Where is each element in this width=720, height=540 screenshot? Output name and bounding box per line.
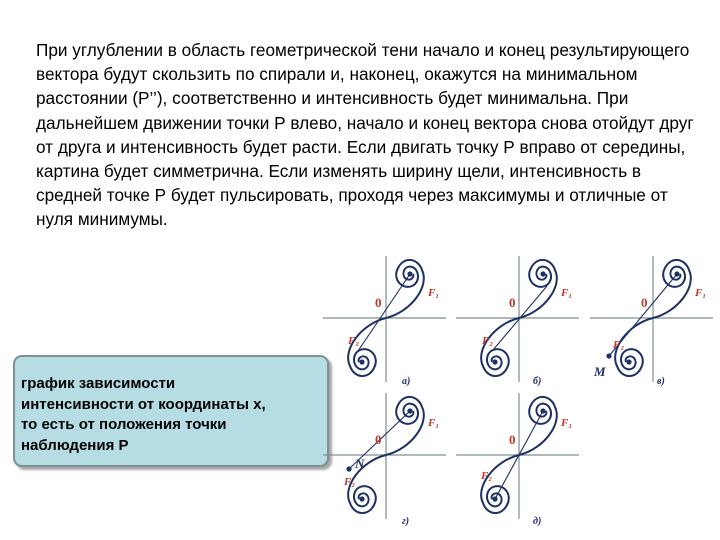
point-m-label: M	[594, 364, 606, 379]
origin-label: 0	[509, 295, 516, 310]
origin-label: 0	[509, 432, 516, 447]
panel-b	[456, 256, 579, 387]
f2-label: F₂	[348, 335, 360, 347]
panel-caption: б)	[533, 376, 542, 387]
intensity-graph-callout: график зависимости интенсивности от координаты х, то есть от положения точки наблюдения Р	[13, 355, 329, 467]
resultant-vector	[358, 274, 410, 351]
f2-label: F₂	[481, 470, 493, 482]
f1-label: F₁	[428, 287, 440, 299]
explanation-paragraph: При углублении в область геометрической тени начало и конец результирующего вектора будут скользить по спирали и, наконец, окажутся на минимальном расстоянии (Р’’), соответственно и интенсивность будет минимальна. При дальнейшем движении точки Р влево, начало и конец вектора снова отойдут друг от друга и интенсивность будет расти. Если двигать точку Р вправо от середины, картина будет симметрична. Если изменять ширину щели, интенсивность в средней точке Р будет пульсировать, проходя через максимумы и отличные от нуля минимумы.	[36, 40, 694, 230]
point-n-label: N	[355, 456, 365, 471]
panel-d	[456, 393, 579, 527]
f1-label: F₁	[561, 417, 573, 429]
f2-label: F₂	[482, 335, 494, 347]
f2-label: F₂	[613, 339, 625, 351]
panel-caption: в)	[657, 376, 665, 387]
f1-label: F₁	[428, 417, 440, 429]
panel-g	[323, 393, 446, 527]
panel-a	[323, 256, 446, 387]
panel-caption: а)	[402, 376, 411, 387]
f1-label: F₁	[561, 287, 573, 299]
origin-label: 0	[375, 295, 382, 310]
origin-label: 0	[375, 432, 382, 447]
origin-label: 0	[641, 295, 648, 310]
panel-v	[590, 256, 713, 387]
panel-caption: г)	[402, 516, 410, 527]
panel-caption: д)	[533, 516, 542, 527]
f2-label: F₂	[344, 476, 356, 488]
f1-label: F₁	[695, 287, 707, 299]
